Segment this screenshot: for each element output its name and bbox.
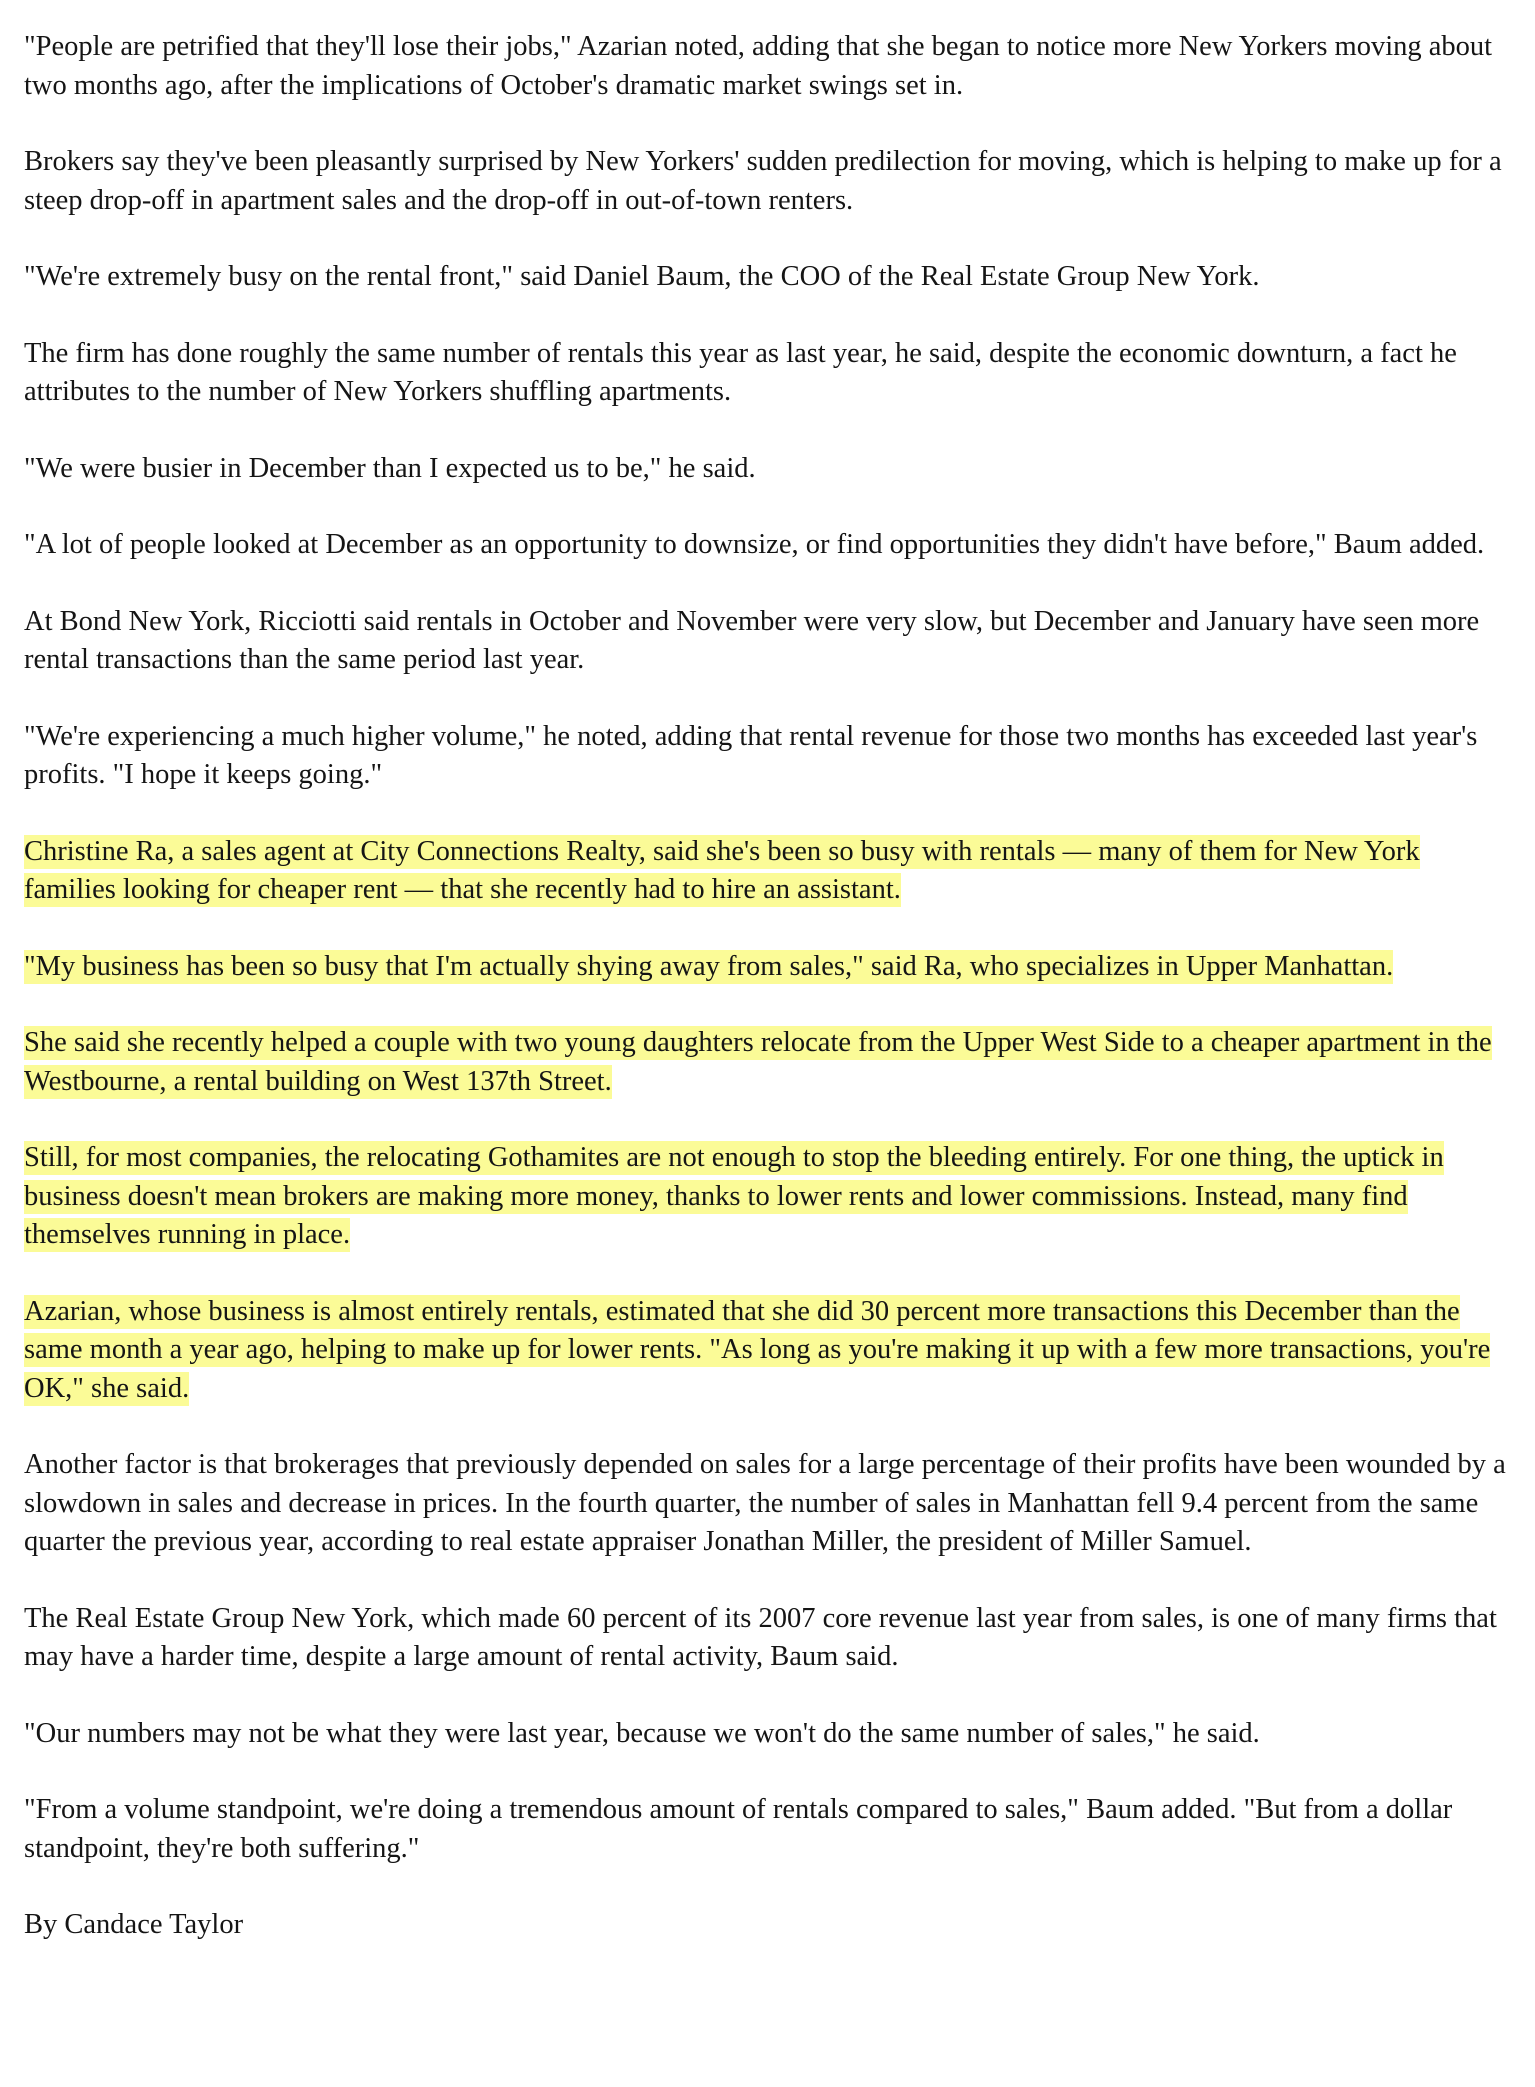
paragraph-1 xyxy=(24,28,1514,105)
byline xyxy=(24,1906,1514,1945)
paragraph-16-text: "Our numbers may not be what they were last year, because we won't do the same number of sales," he said. xyxy=(24,1717,1260,1749)
paragraph-8-text: "We're experiencing a much higher volume," he noted, adding that rental revenue for those two months has exceeded last year's profits. "I hope it keeps going." xyxy=(24,720,1478,790)
paragraph-6-text: "A lot of people looked at December as an opportunity to downsize, or find opportunities they didn't have before," Baum added. xyxy=(24,529,1485,560)
paragraph-13-text: Azarian, whose business is almost entirely rentals, estimated that she did 30 percent more transactions this December than the same month a year ago, helping to make up for lower rents. "As long as you're making it up with a few more transactions, you're OK," she said. xyxy=(24,1295,1491,1404)
paragraph-17 xyxy=(24,1791,1514,1868)
paragraph-5-text: "We were busier in December than I expected us to be," he said. xyxy=(24,452,756,484)
highlighted-paragraph-12 xyxy=(24,1139,1514,1255)
highlighted-paragraph-10 xyxy=(24,948,1514,987)
paragraph-8 xyxy=(24,718,1514,795)
paragraph-7 xyxy=(24,603,1514,680)
highlighted-paragraph-9 xyxy=(24,833,1514,910)
paragraph-3-text: "We're extremely busy on the rental front," said Daniel Baum, the COO of the Real Estate Group New York. xyxy=(24,261,1260,292)
paragraph-5 xyxy=(24,450,1514,489)
paragraph-3 xyxy=(24,258,1514,297)
paragraph-14 xyxy=(24,1446,1514,1562)
paragraph-15 xyxy=(24,1600,1514,1677)
paragraph-6 xyxy=(24,526,1514,565)
paragraph-7-text: At Bond New York, Ricciotti said rentals in October and November were very slow, but December and January have seen more rental transactions than the same period last year. xyxy=(24,605,1480,675)
paragraph-16 xyxy=(24,1715,1514,1754)
paragraph-17-text: "From a volume standpoint, we're doing a tremendous amount of rentals compared to sales," Baum added. "But from a dollar standpoint, they're both suffering." xyxy=(24,1794,1453,1864)
paragraph-4 xyxy=(24,335,1514,412)
paragraph-1-text: "People are petrified that they'll lose their jobs," Azarian noted, adding that she began to notice more New Yorkers moving about two months ago, after the implications of October's dramatic market swings set in. xyxy=(24,31,1493,101)
highlighted-paragraph-13 xyxy=(24,1293,1514,1409)
paragraph-12-text: Still, for most companies, the relocating Gothamites are not enough to stop the bleeding entirely. For one thing, the uptick in business doesn't mean brokers are making more money, thanks to lower rents and lower commissions. Instead, many find themselves running in place. xyxy=(24,1142,1444,1250)
paragraph-11-text: She said she recently helped a couple with two young daughters relocate from the Upper West Side to a cheaper apartment in the Westbourne, a rental building on West 137th Street. xyxy=(24,1027,1492,1097)
paragraph-14-text: Another factor is that brokerages that previously depended on sales for a large percentage of their profits have been wounded by a slowdown in sales and decrease in prices. In the fourth quarter, the number of sales in Manhattan fell 9.4 percent from the same quarter the previous year, according to real estate appraiser Jonathan Miller, the president of Miller Samuel. xyxy=(24,1449,1506,1557)
paragraph-9-text: Christine Ra, a sales agent at City Connections Realty, said she's been so busy with rentals — many of them for New York families looking for cheaper rent — that she recently had to hire an assistant. xyxy=(24,835,1420,905)
paragraph-2 xyxy=(24,143,1514,220)
article-page xyxy=(24,28,1514,1983)
highlighted-paragraph-11 xyxy=(24,1024,1514,1101)
paragraph-2-text: Brokers say they've been pleasantly surprised by New Yorkers' sudden predilection for moving, which is helping to make up for a steep drop-off in apartment sales and the drop-off in out-of-town renters. xyxy=(24,146,1502,216)
paragraph-10-text: "My business has been so busy that I'm actually shying away from sales," said Ra, who specializes in Upper Manhattan. xyxy=(24,950,1394,982)
paragraph-15-text: The Real Estate Group New York, which made 60 percent of its 2007 core revenue last year from sales, is one of many firms that may have a harder time, despite a large amount of rental activity, Baum said. xyxy=(24,1602,1497,1672)
paragraph-4-text: The firm has done roughly the same number of rentals this year as last year, he said, despite the economic downturn, a fact he attributes to the number of New Yorkers shuffling apartments. xyxy=(24,337,1457,407)
byline-text: By Candace Taylor xyxy=(24,1909,244,1940)
